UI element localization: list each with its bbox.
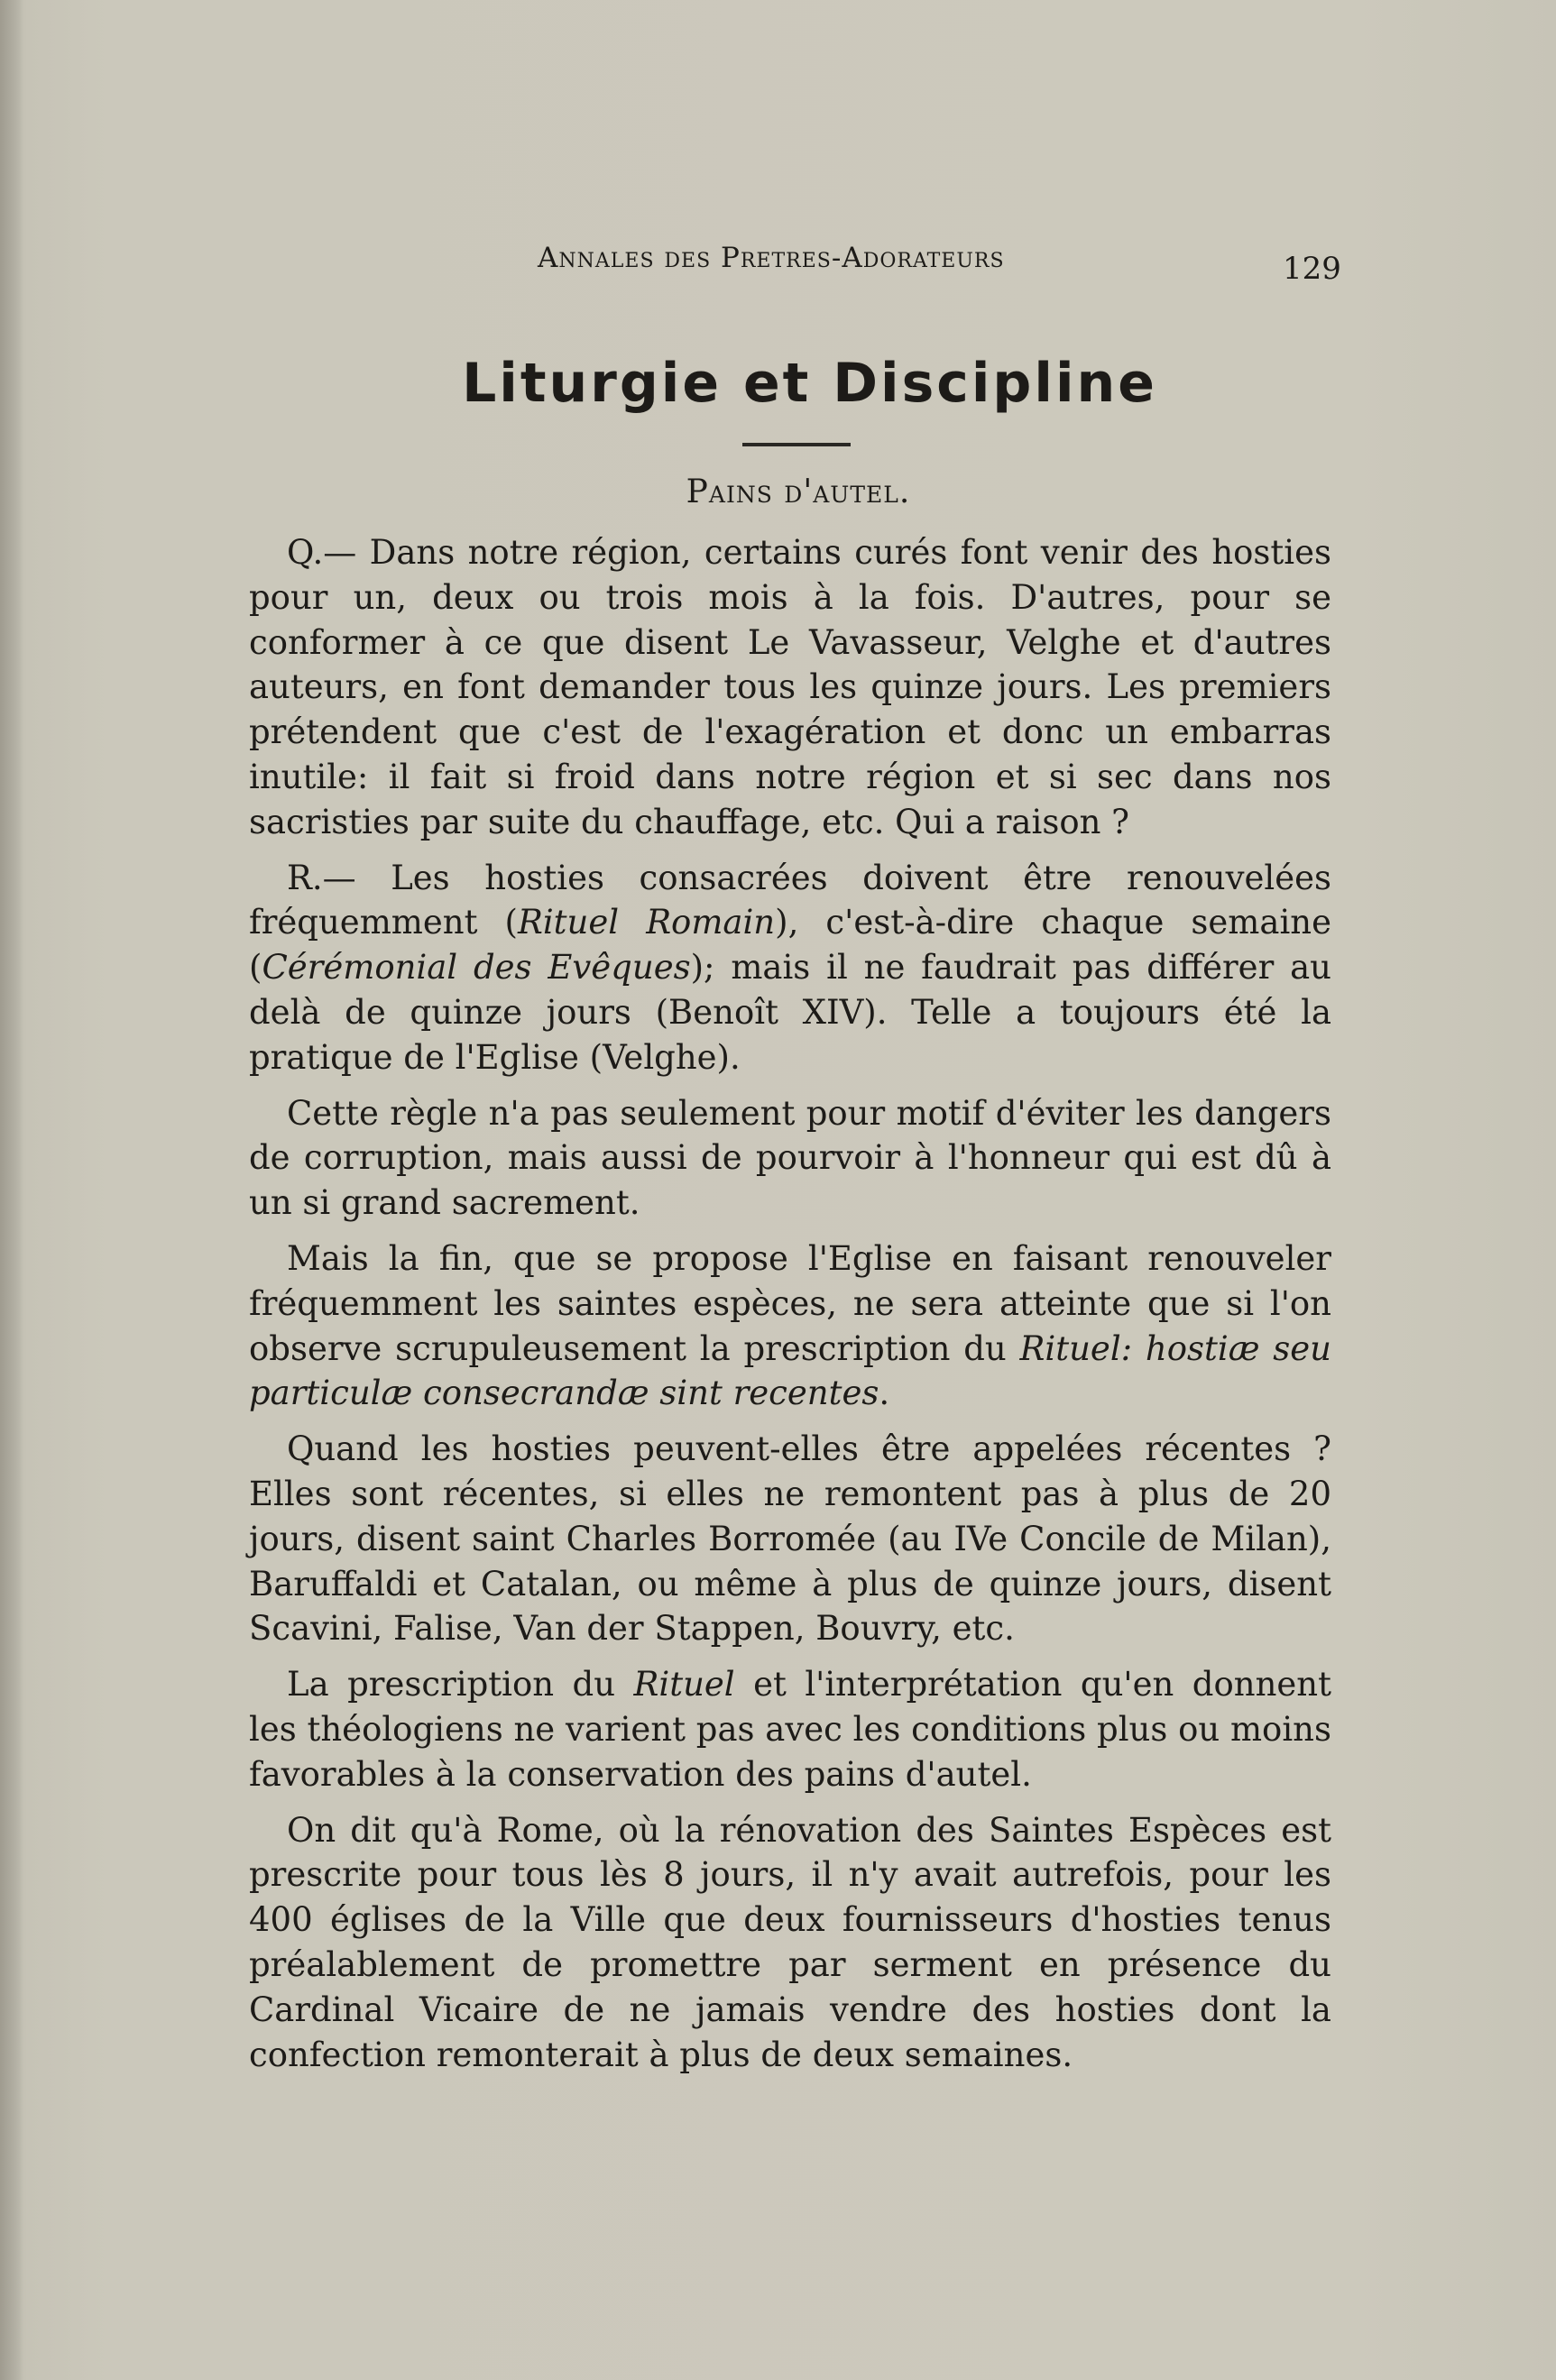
text-run: ), c'est-à-dire chaque semaine ( xyxy=(249,903,1332,988)
text-run: Mais la fin, que se propose l'Eglise en faisant renouveler fréquemment les saintes espèces, ne sera atteinte que si l'on observe scrupuleusement la prescription du xyxy=(249,1238,1331,1368)
section-title: Pains d'autel. xyxy=(686,473,911,510)
paragraph-rome: On dit qu'à Rome, où la rénovation des Saintes Espèces est prescrite pour tous lès 8 jours, il n'y avait autrefois, pour les 400 églises de la Ville que deux fournisseurs d'hosties tenus préalablement de promettre par serment en présence du Cardinal Vicaire de ne jamais vendre des hosties dont la confection remonterait à plus de deux semaines. xyxy=(249,1810,1331,2074)
text-run: ); mais il ne faudrait pas différer au delà de quinze jours (Benoît XIV). Telle a toujours été la pratique de l'Eglise (Velghe). xyxy=(249,948,1331,1077)
paragraph-rule: Cette règle n'a pas seulement pour motif d'éviter les dangers de corruption, mais aussi de pourvoir à l'honneur qui est dû à un si grand sacrement. xyxy=(249,1093,1331,1223)
paragraph-recent-hosts: Quand les hosties peuvent-elles être appelées récentes ? Elles sont récentes, si elles ne remontent pas à plus de 20 jours, disent saint Charles Borromée (au IVe Concile de Milan), Baruffaldi et Catalan, ou même à plus de quinze jours, disent Scavini, Falise, Van der Stappen, Bouvry, etc. xyxy=(249,1429,1331,1649)
paragraph-answer xyxy=(249,856,1331,1080)
text-run: . xyxy=(879,1374,890,1413)
article-body xyxy=(249,530,1331,2088)
citation-ceremonial: Cérémonial des Evêques xyxy=(262,948,691,988)
paragraph-prescription xyxy=(249,1662,1331,1796)
title-divider xyxy=(742,443,851,446)
citation-rituel: Rituel xyxy=(633,1665,735,1705)
text-run: et l'interprétation qu'en donnent les théologiens ne varient pas avec les conditions plus ou moins favorables à la conservation des pains d'autel. xyxy=(249,1665,1331,1794)
latin-quotation: Rituel: hostiæ seu particulæ consecrandæ sint recentes xyxy=(249,1328,1331,1413)
article-title: Liturgie et Discipline xyxy=(462,352,1157,415)
paragraph-question: Q.— Dans notre région, certains curés font venir des hosties pour un, deux ou trois mois à la fois. D'autres, pour se conformer à ce que disent Le Vavasseur, Velghe et d'autres auteurs, en font demander tous les quinze jours. Les premiers prétendent que c'est de l'exagération et donc un embarras inutile: il fait si froid dans notre région et si sec dans nos sacristies par suite du chauffage, etc. Qui a raison ? xyxy=(249,533,1331,841)
page-number: 129 xyxy=(1283,251,1341,287)
text-run: R.— Les hosties consacrées doivent être renouvelées fréquemment ( xyxy=(249,858,1331,942)
paragraph-purpose xyxy=(249,1236,1331,1416)
text-run: La prescription du xyxy=(287,1665,634,1705)
citation-rituel-romain: Rituel Romain xyxy=(517,903,776,942)
running-head: Annales des Pretres-Adorateurs xyxy=(538,242,1005,274)
